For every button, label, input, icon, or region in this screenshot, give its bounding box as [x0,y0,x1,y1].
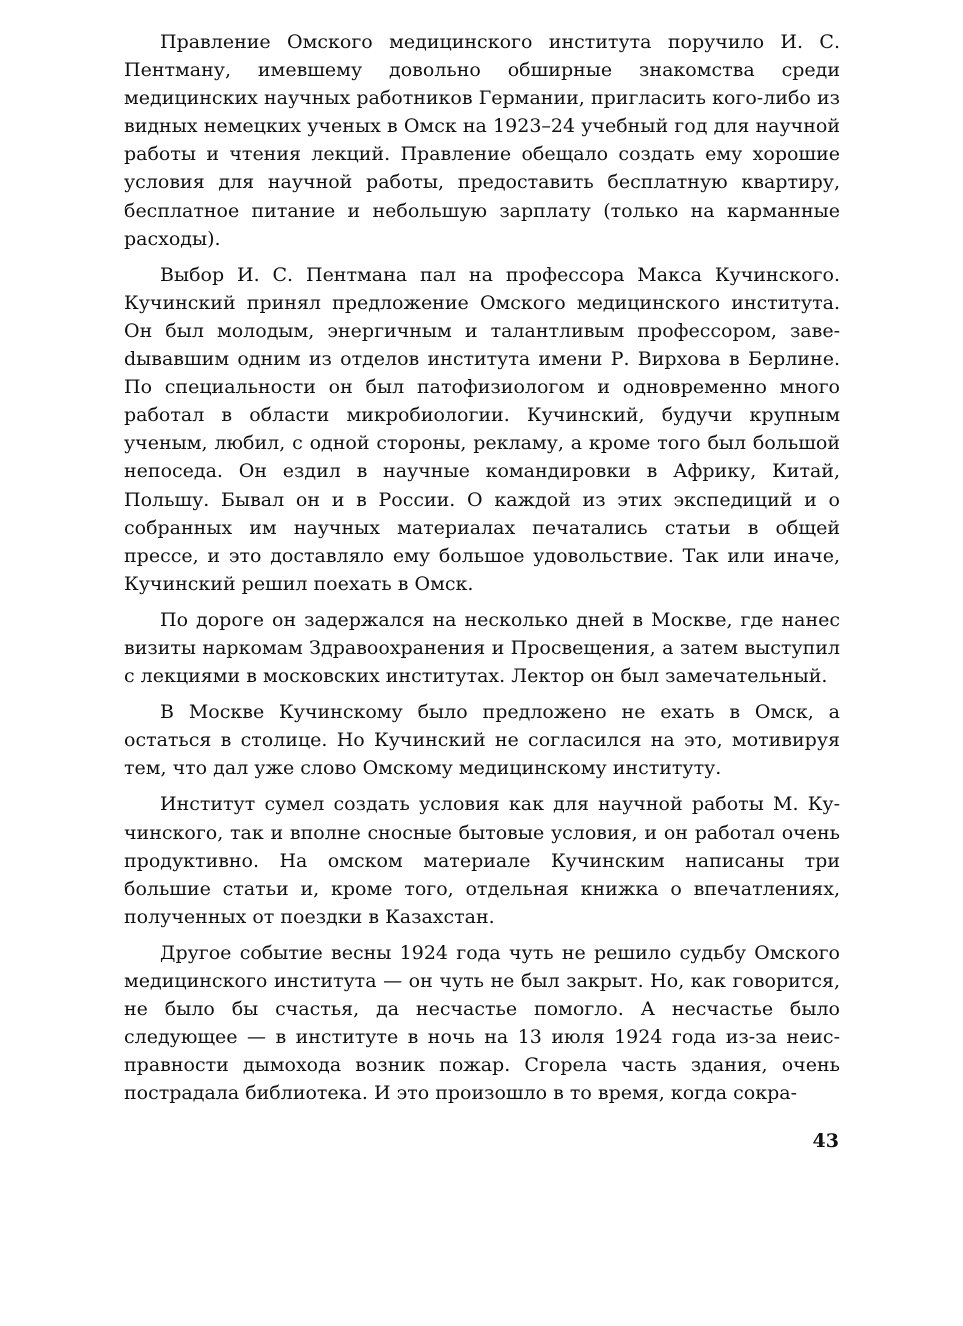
paragraph-1: Правление Омского медицинского института поручило И. С. Пентману, имевшему довольно обширные знакомства среди медицинских научных работников Германии, пригласить кого-либо из видных немецких ученых в Омск на 1923–24 учебный год для научной работы и чтения лекций. Правление обещало создать ему хорошие условия для научной работы, предоставить бесплатную квартиру, бесплатное питание и небольшую зарплату (только на карманные расходы). [124,31,840,250]
paragraph-5: Институт сумел создать условия как для научной работы М. Кучинского, так и вполне сносные бытовые условия, и он работал очень продуктивно. На омском материале Кучинским написаны три большие статьи и, кроме того, отдельная книжка о впечатлениях, полученных от поездки в Казахстан. [124,793,840,928]
paragraph-4: В Москве Кучинскому было предложено не ехать в Омск, а остаться в столице. Но Кучинский не согласился на это, мотивируя тем, что дал уже слово Омскому медицинскому институту. [124,701,840,780]
page-number: 43 [812,1130,839,1152]
body-text [124,28,840,1107]
paragraph-3: По дороге он задержался на несколько дней в Москве, где нанес визиты наркомам Здравоохранения и Просвещения, а затем выступил с лекциями в московских институтах. Лектор он был замечательный. [124,608,840,688]
paragraph-2: Выбор И. С. Пентмана пал на профессора Макса Кучинского. Кучинский принял предложение Омского медицинского института. Он был молодым, энергичным и талантливым профессором, завеdывавшим одним из отделов института имени Р. Вирхова в Берлине. По специальности он был патофизиологом и одновременно много работал в области микробиологии. Кучинский, будучи крупным ученым, любил, с одной стороны, рекламу, а кроме того был большой непоседа. Он ездил в научные командировки в Африку, Китай, Польшу. Бывал он и в России. О каждой из этих экспедиций и о собранных им научных материалах печатались статьи в общей прессе, и это доставляло ему большое удовольствие. Так или иначе, Кучинский решил поехать в Омск. [124,263,840,595]
paragraph-6: Другое событие весны 1924 года чуть не решило судьбу Омского медицинского института — он чуть не был закрыт. Но, как говорится, не было бы счастья, да несчастье помогло. А несчастье было следующее — в институте в ночь на 13 июля 1924 года из-за неисправности дымохода возник пожар. Сгорела часть здания, очень пострадала библиотека. И это произошло в то время, когда сокра- [124,941,840,1105]
